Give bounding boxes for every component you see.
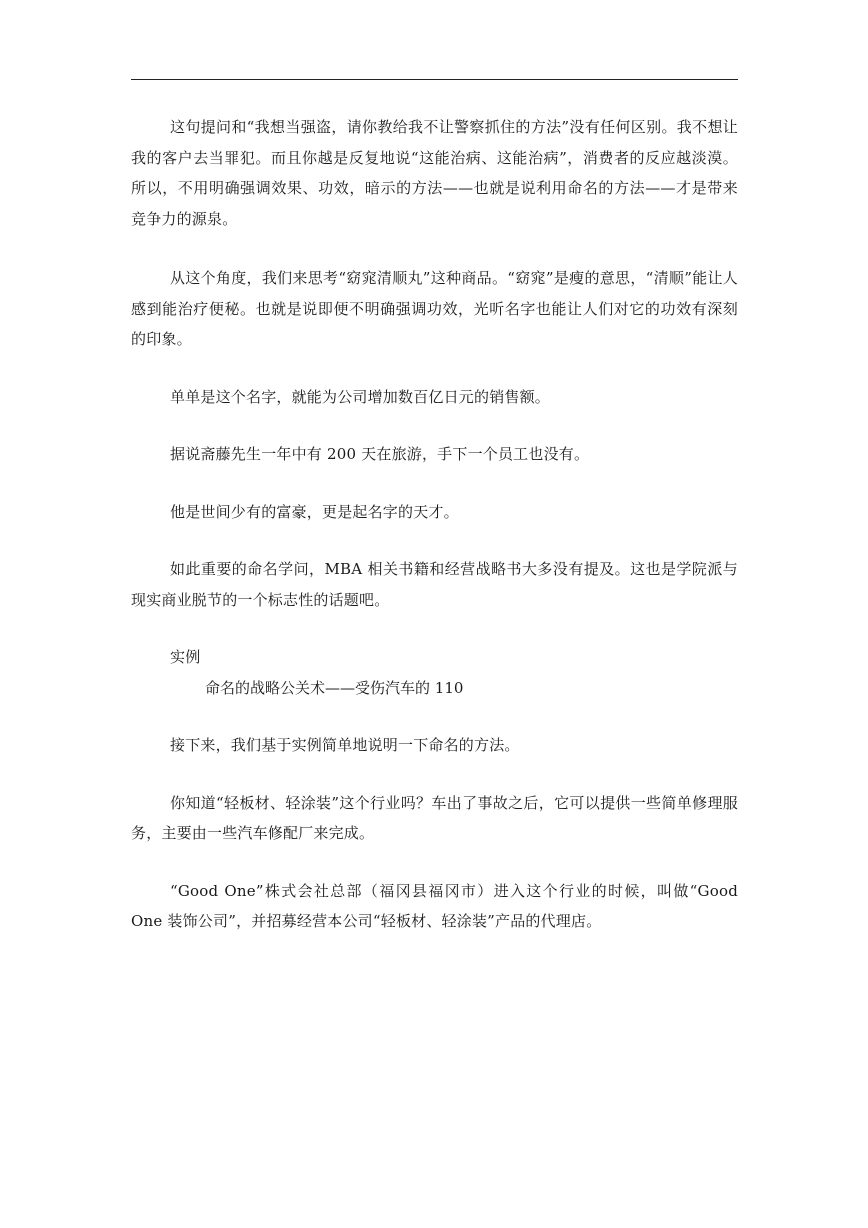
- paragraph: 这句提问和“我想当强盗，请你教给我不让警察抓住的方法”没有任何区别。我不想让我的客户去当罪犯。而且你越是反复地说“这能治病、这能治病”，消费者的反应越淡漠。所以，不用明确强调效果、功效，暗示的方法——也就是说利用命名的方法——才是带来竞争力的源泉。: [131, 118, 738, 228]
- paragraph: 从这个角度，我们来思考“窈窕清顺丸”这种商品。“窈窕”是瘦的意思，“清顺”能让人感到能治疗便秘。也就是说即便不明确强调功效，光听名字也能让人们对它的功效有深刻的印象。: [131, 269, 738, 348]
- paragraph: 如此重要的命名学问，MBA 相关书籍和经营战略书大多没有提及。这也是学院派与现实商业脱节的一个标志性的话题吧。: [131, 560, 738, 609]
- paragraph: 接下来，我们基于实例简单地说明一下命名的方法。: [170, 736, 520, 754]
- header-rule: [131, 79, 738, 80]
- section-subheading: 命名的战略公关术——受伤汽车的 110: [205, 678, 464, 697]
- paragraph: 他是世间少有的富豪，更是起名字的天才。: [170, 502, 459, 521]
- paragraph: “Good One”株式会社总部（福冈县福冈市）进入这个行业的时候，叫做“Good One 装饰公司”，并招募经营本公司“轻板材、轻涂装”产品的代理店。: [131, 881, 738, 930]
- section-label: 实例: [170, 648, 201, 666]
- paragraph: 你知道“轻板材、轻涂装”这个行业吗？车出了事故之后，它可以提供一些简单修理服务，主要由一些汽车修配厂来完成。: [131, 793, 738, 842]
- paragraph: 单单是这个名字，就能为公司增加数百亿日元的销售额。: [170, 387, 551, 406]
- document-body: [131, 112, 738, 937]
- paragraph: 据说斋藤先生一年中有 200 天在旅游，手下一个员工也没有。: [170, 445, 590, 463]
